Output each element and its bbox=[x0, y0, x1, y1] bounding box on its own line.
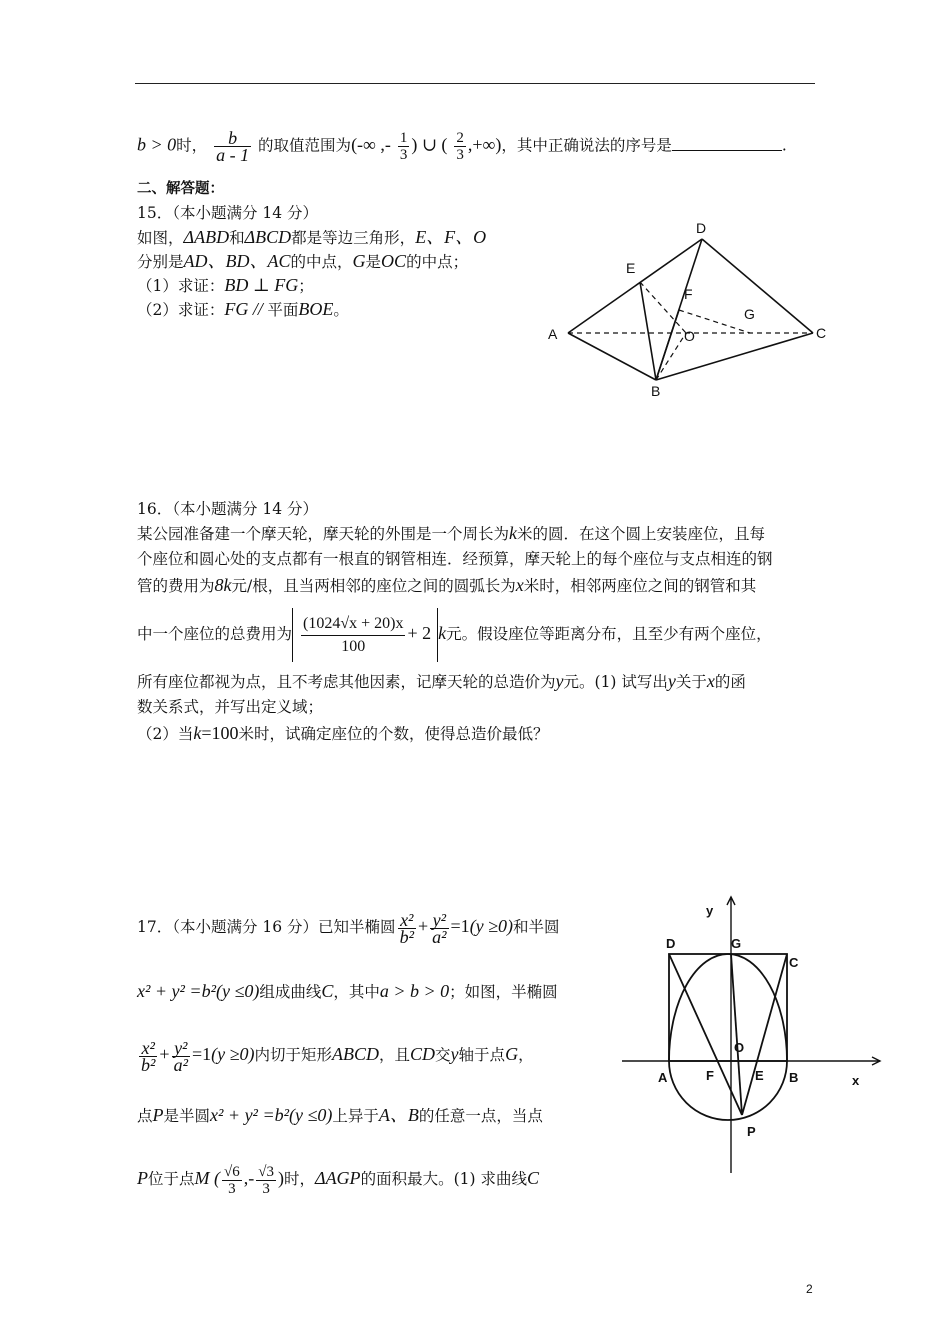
q17-curve-figure bbox=[618, 893, 888, 1178]
label-C: C bbox=[789, 955, 799, 970]
fraction-one-third: $\frac{1}{3}$ bbox=[399, 130, 408, 163]
q16-line4: 中一个座位的总费用为 $\frac{(1024√x + 20)x}{100}$ + 2 k元。假设座位等距离分布，且至少有两个座位， bbox=[137, 608, 772, 662]
q16-line5: 所有座位都视为点，且不考虑其他因素，记摩天轮的总造价为y元。(1) 试写出y关于x的函 bbox=[137, 671, 746, 691]
q15-heading: 15．（本小题满分 14 分） bbox=[137, 204, 319, 222]
label-D: D bbox=[696, 220, 707, 236]
half-circle bbox=[669, 1061, 787, 1120]
label-G: G bbox=[731, 936, 742, 951]
q15-line2: 分别是AD、BD、AC的中点，G是OC的中点； bbox=[137, 251, 469, 271]
label-A: A bbox=[548, 326, 558, 342]
rectangle-ABCD bbox=[669, 954, 787, 1061]
q17-line3: $\frac{\text{x²}}{\text{b²}}$ + $\frac{\text{y²}}{\text{a²}}$ =1(y ≥0)内切于矩形ABCD，且CD交y轴于点G， bbox=[141, 1037, 534, 1075]
fraction-two-thirds: $\frac{2}{3}$ bbox=[456, 130, 464, 163]
q17-line1: 17．（本小题满分 16 分）已知半椭圆 $\frac{\text{x²}}{\text{b²}}$ + $\frac{\text{y²}}{\text{a²}}$ =1(y ≥0)和半圆 bbox=[137, 909, 560, 947]
q14-ending-line: b > 0时， $\frac{b}{a - 1}$ 的取值范围为(-∞ ,- $\frac{1}{3}$ ) ∪ ( $\frac{2}{3}$ ,+∞)，其中正确说法的序号是 . bbox=[137, 128, 787, 165]
page-number: 2 bbox=[806, 1282, 813, 1296]
header-rule bbox=[135, 83, 815, 84]
label-E: E bbox=[626, 260, 636, 276]
half-ellipse bbox=[669, 954, 787, 1061]
edge-BC bbox=[656, 333, 813, 380]
q17-line2: x² + y² =b²(y ≤0)组成曲线C，其中a > b > 0；如图，半椭圆 bbox=[137, 981, 558, 1001]
label-D: D bbox=[666, 936, 676, 951]
q15-tetrahedron-figure bbox=[540, 215, 840, 405]
q16-heading: 16．（本小题满分 14 分） bbox=[137, 500, 319, 518]
q17-line4: 点P是半圆x² + y² =b²(y ≤0)上异于A、B的任意一点，当点 bbox=[137, 1105, 543, 1125]
q16-line6: 数关系式，并写出定义域； bbox=[137, 698, 324, 716]
q15-part2: （2）求证：FG // 平面BOE。 bbox=[137, 299, 349, 319]
label-P: P bbox=[747, 1124, 756, 1139]
q16-line3: 管的费用为8k元/根，且当两相邻的座位之间的圆弧长为x米时，相邻两座位之间的钢管和其 bbox=[137, 575, 757, 595]
cost-expression-bracket: $\frac{(1024√x + 20)x}{100}$ + 2 bbox=[292, 608, 438, 662]
label-E: E bbox=[755, 1068, 764, 1083]
q16-line7: （2）当k=100米时，试确定座位的个数，使得总造价最低？ bbox=[137, 723, 549, 743]
label-x: x bbox=[852, 1073, 860, 1088]
q15-part1: （1）求证：BD ⊥ FG； bbox=[137, 275, 314, 295]
q15-line1: 如图，ΔABD和ΔBCD都是等边三角形，E、F、O bbox=[137, 227, 487, 247]
label-F: F bbox=[684, 286, 693, 302]
q16-line1: 某公园准备建一个摩天轮，摩天轮的外围是一个周长为k米的圆．在这个圆上安装座位，且每 bbox=[137, 523, 766, 543]
q17-line5: P位于点M ( $\frac{√6}{3}$ ,- $\frac{√3}{3}$ )时，ΔAGP的面积最大。(1) 求曲线C bbox=[137, 1163, 539, 1197]
segment-FB bbox=[656, 310, 679, 380]
edge-DC bbox=[702, 239, 813, 333]
label-O: O bbox=[684, 328, 695, 344]
label-G: G bbox=[744, 306, 755, 322]
answer-blank[interactable] bbox=[672, 136, 782, 151]
condition-math: b > 0 bbox=[137, 134, 177, 155]
label-B: B bbox=[651, 383, 661, 399]
edge-AB bbox=[568, 333, 656, 380]
q16-line2: 个座位和圆心处的支点都有一根直的钢管相连．经预算，摩天轮上的每个座位与支点相连的钢 bbox=[137, 550, 773, 568]
label-F: F bbox=[706, 1068, 714, 1083]
edge-AD bbox=[568, 239, 702, 333]
label-y: y bbox=[706, 903, 714, 918]
label-A: A bbox=[658, 1070, 668, 1085]
segment-GP bbox=[731, 954, 745, 1115]
fraction-b-over-a-1: $\frac{b}{a - 1}$ bbox=[216, 128, 250, 165]
label-B: B bbox=[789, 1070, 799, 1085]
label-C: C bbox=[816, 325, 827, 341]
section-title: 二、解答题： bbox=[137, 181, 224, 197]
label-O: O bbox=[734, 1040, 745, 1055]
